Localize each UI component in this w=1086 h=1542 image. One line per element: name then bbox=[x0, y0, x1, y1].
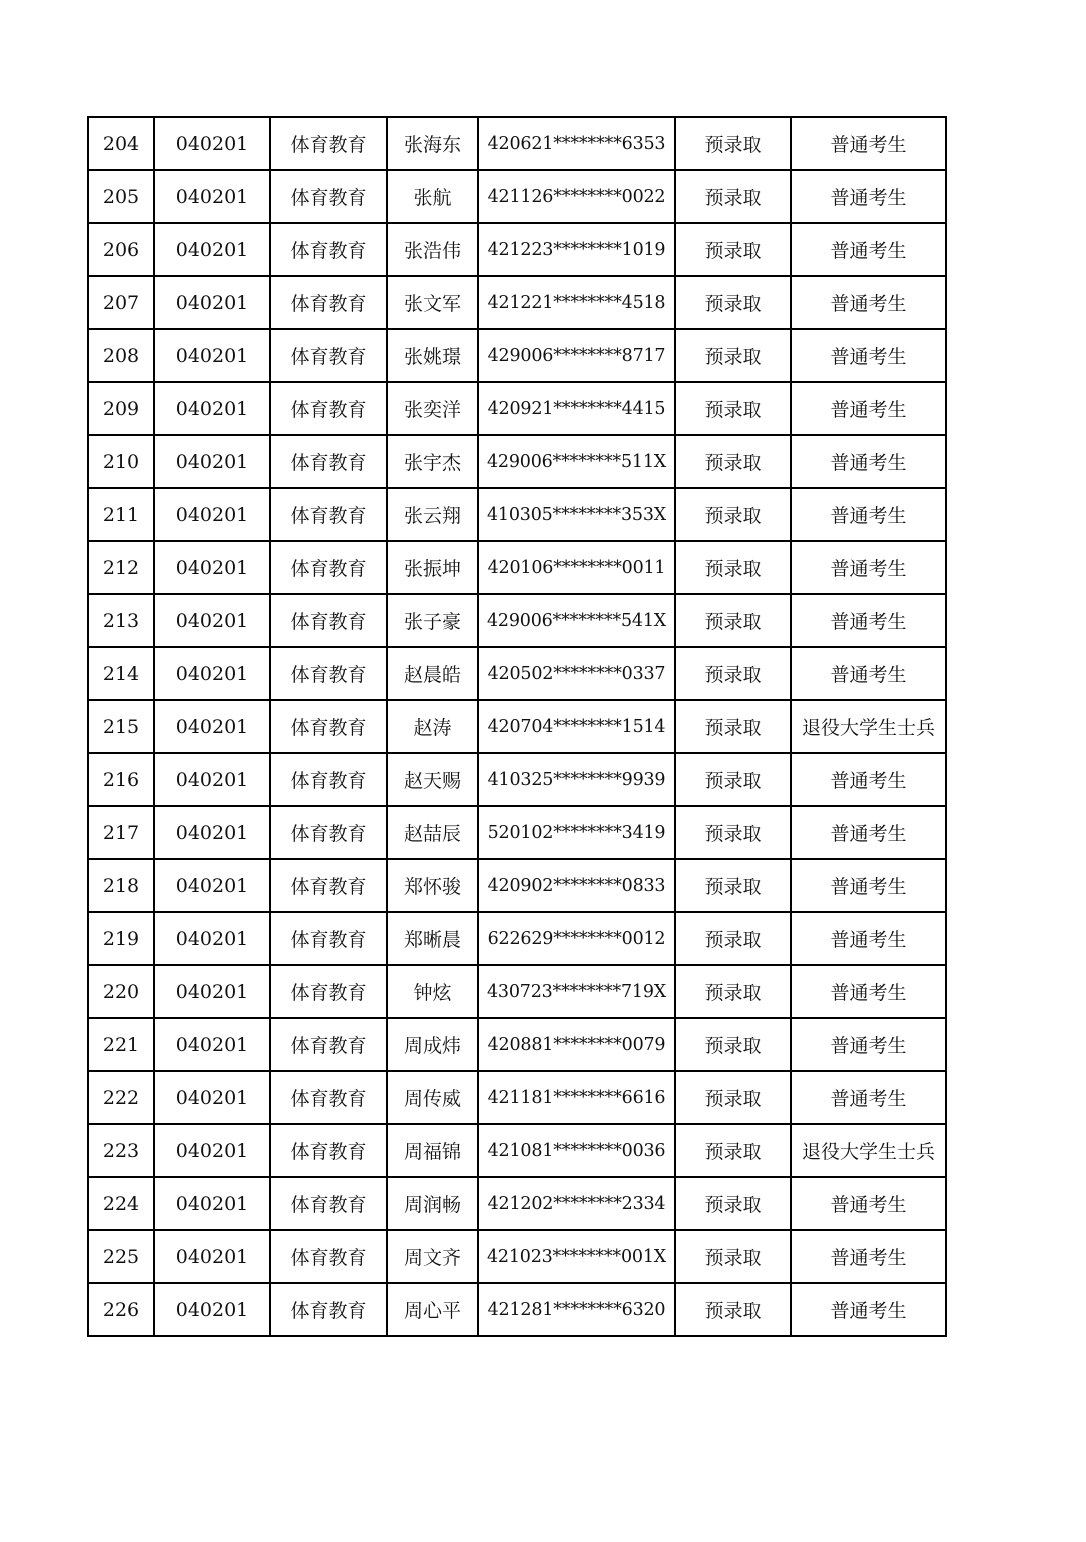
table-row bbox=[88, 488, 946, 541]
table-row bbox=[88, 594, 946, 647]
cell-admission-status: 预录取 bbox=[675, 541, 791, 594]
cell-admission-status: 预录取 bbox=[675, 435, 791, 488]
table-row bbox=[88, 647, 946, 700]
cell-candidate-category: 普通考生 bbox=[791, 647, 946, 700]
cell-major-code: 040201 bbox=[154, 488, 270, 541]
cell-candidate-category: 普通考生 bbox=[791, 1283, 946, 1336]
cell-id-number: 420502********0337 bbox=[478, 647, 675, 700]
cell-major-code: 040201 bbox=[154, 382, 270, 435]
table-row bbox=[88, 1018, 946, 1071]
cell-major-name: 体育教育 bbox=[270, 435, 387, 488]
cell-id-number: 421281********6320 bbox=[478, 1283, 675, 1336]
table-row bbox=[88, 806, 946, 859]
cell-seq-no: 224 bbox=[88, 1177, 154, 1230]
cell-student-name: 张海东 bbox=[387, 117, 478, 170]
cell-seq-no: 211 bbox=[88, 488, 154, 541]
cell-student-name: 郑晰晨 bbox=[387, 912, 478, 965]
cell-candidate-category: 普通考生 bbox=[791, 1018, 946, 1071]
cell-student-name: 张文军 bbox=[387, 276, 478, 329]
cell-major-name: 体育教育 bbox=[270, 541, 387, 594]
cell-candidate-category: 普通考生 bbox=[791, 170, 946, 223]
cell-admission-status: 预录取 bbox=[675, 647, 791, 700]
cell-major-name: 体育教育 bbox=[270, 647, 387, 700]
table-row bbox=[88, 1283, 946, 1336]
cell-admission-status: 预录取 bbox=[675, 382, 791, 435]
cell-candidate-category: 普通考生 bbox=[791, 859, 946, 912]
table-row bbox=[88, 276, 946, 329]
cell-admission-status: 预录取 bbox=[675, 329, 791, 382]
cell-student-name: 赵涛 bbox=[387, 700, 478, 753]
cell-id-number: 421221********4518 bbox=[478, 276, 675, 329]
cell-student-name: 郑怀骏 bbox=[387, 859, 478, 912]
cell-id-number: 622629********0012 bbox=[478, 912, 675, 965]
cell-seq-no: 219 bbox=[88, 912, 154, 965]
cell-major-name: 体育教育 bbox=[270, 859, 387, 912]
cell-major-code: 040201 bbox=[154, 594, 270, 647]
cell-student-name: 张子豪 bbox=[387, 594, 478, 647]
cell-admission-status: 预录取 bbox=[675, 859, 791, 912]
cell-seq-no: 226 bbox=[88, 1283, 154, 1336]
cell-candidate-category: 普通考生 bbox=[791, 594, 946, 647]
cell-major-name: 体育教育 bbox=[270, 1283, 387, 1336]
cell-seq-no: 208 bbox=[88, 329, 154, 382]
cell-seq-no: 218 bbox=[88, 859, 154, 912]
cell-major-code: 040201 bbox=[154, 753, 270, 806]
cell-seq-no: 217 bbox=[88, 806, 154, 859]
cell-id-number: 410325********9939 bbox=[478, 753, 675, 806]
cell-candidate-category: 普通考生 bbox=[791, 1177, 946, 1230]
table-row bbox=[88, 700, 946, 753]
cell-seq-no: 210 bbox=[88, 435, 154, 488]
cell-major-code: 040201 bbox=[154, 1018, 270, 1071]
cell-major-code: 040201 bbox=[154, 647, 270, 700]
cell-seq-no: 204 bbox=[88, 117, 154, 170]
cell-major-name: 体育教育 bbox=[270, 1177, 387, 1230]
cell-id-number: 421126********0022 bbox=[478, 170, 675, 223]
cell-major-name: 体育教育 bbox=[270, 276, 387, 329]
cell-admission-status: 预录取 bbox=[675, 806, 791, 859]
cell-major-name: 体育教育 bbox=[270, 382, 387, 435]
cell-seq-no: 207 bbox=[88, 276, 154, 329]
cell-student-name: 赵晨皓 bbox=[387, 647, 478, 700]
cell-major-code: 040201 bbox=[154, 435, 270, 488]
cell-admission-status: 预录取 bbox=[675, 1230, 791, 1283]
cell-id-number: 421223********1019 bbox=[478, 223, 675, 276]
cell-candidate-category: 普通考生 bbox=[791, 382, 946, 435]
cell-candidate-category: 普通考生 bbox=[791, 753, 946, 806]
cell-admission-status: 预录取 bbox=[675, 488, 791, 541]
cell-id-number: 421181********6616 bbox=[478, 1071, 675, 1124]
cell-major-code: 040201 bbox=[154, 859, 270, 912]
cell-major-code: 040201 bbox=[154, 700, 270, 753]
cell-admission-status: 预录取 bbox=[675, 1124, 791, 1177]
cell-major-code: 040201 bbox=[154, 1283, 270, 1336]
cell-major-name: 体育教育 bbox=[270, 1071, 387, 1124]
cell-major-name: 体育教育 bbox=[270, 1230, 387, 1283]
cell-id-number: 420621********6353 bbox=[478, 117, 675, 170]
cell-student-name: 赵喆辰 bbox=[387, 806, 478, 859]
cell-candidate-category: 普通考生 bbox=[791, 912, 946, 965]
table-row bbox=[88, 859, 946, 912]
cell-major-name: 体育教育 bbox=[270, 912, 387, 965]
cell-student-name: 张云翔 bbox=[387, 488, 478, 541]
cell-candidate-category: 退役大学生士兵 bbox=[791, 700, 946, 753]
cell-major-name: 体育教育 bbox=[270, 223, 387, 276]
table-row bbox=[88, 1071, 946, 1124]
cell-major-code: 040201 bbox=[154, 912, 270, 965]
cell-id-number: 420921********4415 bbox=[478, 382, 675, 435]
cell-major-code: 040201 bbox=[154, 329, 270, 382]
cell-major-name: 体育教育 bbox=[270, 594, 387, 647]
cell-seq-no: 206 bbox=[88, 223, 154, 276]
cell-student-name: 张宇杰 bbox=[387, 435, 478, 488]
cell-candidate-category: 普通考生 bbox=[791, 276, 946, 329]
cell-candidate-category: 普通考生 bbox=[791, 435, 946, 488]
cell-major-name: 体育教育 bbox=[270, 753, 387, 806]
cell-candidate-category: 普通考生 bbox=[791, 117, 946, 170]
cell-candidate-category: 普通考生 bbox=[791, 488, 946, 541]
cell-admission-status: 预录取 bbox=[675, 1283, 791, 1336]
table-row bbox=[88, 435, 946, 488]
cell-admission-status: 预录取 bbox=[675, 594, 791, 647]
cell-major-name: 体育教育 bbox=[270, 806, 387, 859]
cell-candidate-category: 普通考生 bbox=[791, 806, 946, 859]
cell-candidate-category: 普通考生 bbox=[791, 965, 946, 1018]
table-row bbox=[88, 329, 946, 382]
cell-major-name: 体育教育 bbox=[270, 700, 387, 753]
cell-major-name: 体育教育 bbox=[270, 965, 387, 1018]
admission-table bbox=[87, 116, 947, 1337]
cell-seq-no: 213 bbox=[88, 594, 154, 647]
cell-seq-no: 225 bbox=[88, 1230, 154, 1283]
cell-id-number: 420704********1514 bbox=[478, 700, 675, 753]
cell-student-name: 周传威 bbox=[387, 1071, 478, 1124]
cell-admission-status: 预录取 bbox=[675, 965, 791, 1018]
cell-id-number: 420902********0833 bbox=[478, 859, 675, 912]
cell-id-number: 429006********511X bbox=[478, 435, 675, 488]
cell-admission-status: 预录取 bbox=[675, 700, 791, 753]
cell-student-name: 周成炜 bbox=[387, 1018, 478, 1071]
cell-major-code: 040201 bbox=[154, 806, 270, 859]
admission-table-body bbox=[88, 117, 946, 1336]
cell-major-name: 体育教育 bbox=[270, 488, 387, 541]
cell-student-name: 张振坤 bbox=[387, 541, 478, 594]
table-row bbox=[88, 117, 946, 170]
cell-major-code: 040201 bbox=[154, 1230, 270, 1283]
cell-id-number: 520102********3419 bbox=[478, 806, 675, 859]
cell-admission-status: 预录取 bbox=[675, 753, 791, 806]
cell-major-code: 040201 bbox=[154, 117, 270, 170]
cell-student-name: 张奕洋 bbox=[387, 382, 478, 435]
cell-admission-status: 预录取 bbox=[675, 170, 791, 223]
cell-id-number: 429006********541X bbox=[478, 594, 675, 647]
cell-student-name: 周福锦 bbox=[387, 1124, 478, 1177]
cell-seq-no: 222 bbox=[88, 1071, 154, 1124]
cell-seq-no: 215 bbox=[88, 700, 154, 753]
cell-candidate-category: 普通考生 bbox=[791, 541, 946, 594]
cell-major-code: 040201 bbox=[154, 541, 270, 594]
cell-seq-no: 209 bbox=[88, 382, 154, 435]
cell-id-number: 430723********719X bbox=[478, 965, 675, 1018]
cell-candidate-category: 普通考生 bbox=[791, 329, 946, 382]
table-row bbox=[88, 1177, 946, 1230]
cell-id-number: 410305********353X bbox=[478, 488, 675, 541]
cell-admission-status: 预录取 bbox=[675, 223, 791, 276]
table-row bbox=[88, 223, 946, 276]
cell-candidate-category: 普通考生 bbox=[791, 1071, 946, 1124]
cell-id-number: 429006********8717 bbox=[478, 329, 675, 382]
cell-id-number: 421202********2334 bbox=[478, 1177, 675, 1230]
cell-seq-no: 220 bbox=[88, 965, 154, 1018]
cell-major-code: 040201 bbox=[154, 965, 270, 1018]
cell-id-number: 421023********001X bbox=[478, 1230, 675, 1283]
cell-major-name: 体育教育 bbox=[270, 170, 387, 223]
cell-major-name: 体育教育 bbox=[270, 1124, 387, 1177]
cell-seq-no: 214 bbox=[88, 647, 154, 700]
cell-seq-no: 205 bbox=[88, 170, 154, 223]
cell-student-name: 周心平 bbox=[387, 1283, 478, 1336]
cell-student-name: 张浩伟 bbox=[387, 223, 478, 276]
cell-major-name: 体育教育 bbox=[270, 1018, 387, 1071]
table-row bbox=[88, 541, 946, 594]
cell-student-name: 赵天赐 bbox=[387, 753, 478, 806]
cell-seq-no: 223 bbox=[88, 1124, 154, 1177]
cell-student-name: 钟炫 bbox=[387, 965, 478, 1018]
cell-major-code: 040201 bbox=[154, 1177, 270, 1230]
table-row bbox=[88, 382, 946, 435]
cell-admission-status: 预录取 bbox=[675, 1177, 791, 1230]
cell-major-code: 040201 bbox=[154, 170, 270, 223]
cell-major-code: 040201 bbox=[154, 1124, 270, 1177]
cell-major-code: 040201 bbox=[154, 276, 270, 329]
cell-admission-status: 预录取 bbox=[675, 276, 791, 329]
cell-seq-no: 212 bbox=[88, 541, 154, 594]
table-row bbox=[88, 1124, 946, 1177]
cell-candidate-category: 普通考生 bbox=[791, 223, 946, 276]
table-row bbox=[88, 753, 946, 806]
cell-admission-status: 预录取 bbox=[675, 117, 791, 170]
cell-admission-status: 预录取 bbox=[675, 912, 791, 965]
cell-student-name: 张航 bbox=[387, 170, 478, 223]
cell-major-name: 体育教育 bbox=[270, 117, 387, 170]
table-row bbox=[88, 912, 946, 965]
cell-major-code: 040201 bbox=[154, 223, 270, 276]
cell-student-name: 周文齐 bbox=[387, 1230, 478, 1283]
cell-candidate-category: 退役大学生士兵 bbox=[791, 1124, 946, 1177]
cell-student-name: 周润畅 bbox=[387, 1177, 478, 1230]
cell-admission-status: 预录取 bbox=[675, 1018, 791, 1071]
cell-seq-no: 216 bbox=[88, 753, 154, 806]
cell-admission-status: 预录取 bbox=[675, 1071, 791, 1124]
cell-candidate-category: 普通考生 bbox=[791, 1230, 946, 1283]
cell-major-name: 体育教育 bbox=[270, 329, 387, 382]
cell-major-code: 040201 bbox=[154, 1071, 270, 1124]
cell-seq-no: 221 bbox=[88, 1018, 154, 1071]
cell-student-name: 张姚璟 bbox=[387, 329, 478, 382]
table-row bbox=[88, 1230, 946, 1283]
cell-id-number: 420881********0079 bbox=[478, 1018, 675, 1071]
table-row bbox=[88, 965, 946, 1018]
table-row bbox=[88, 170, 946, 223]
cell-id-number: 420106********0011 bbox=[478, 541, 675, 594]
cell-id-number: 421081********0036 bbox=[478, 1124, 675, 1177]
